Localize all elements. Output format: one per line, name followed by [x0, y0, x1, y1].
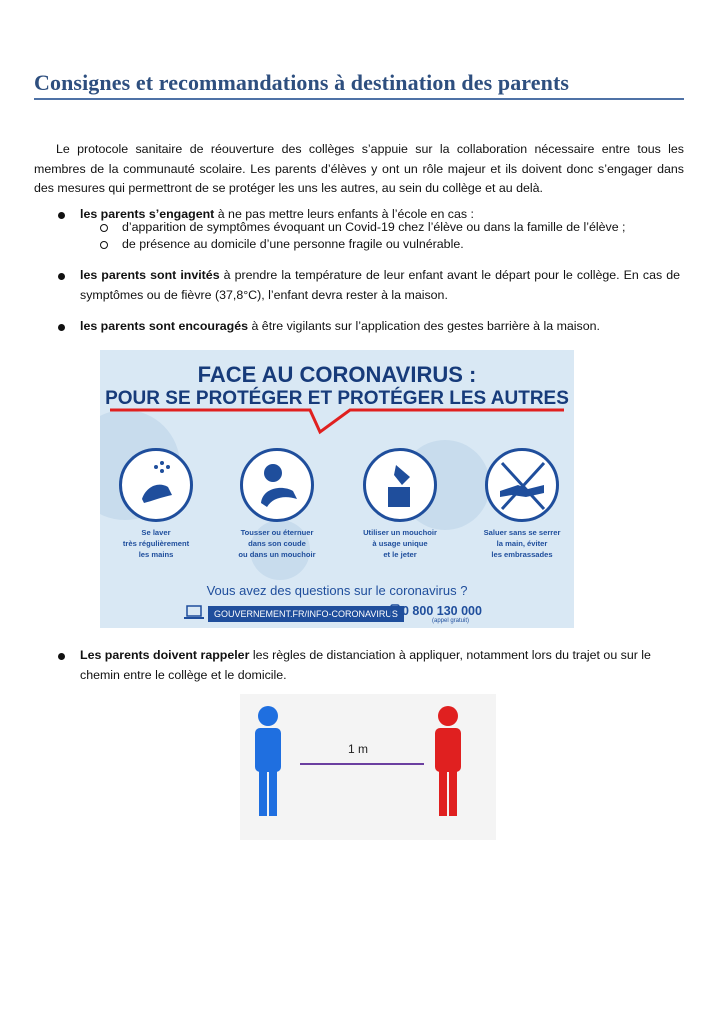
bullet-text: les règles de distanciation à appliquer, notamment lors du trajet ou sur le chemin entre le collège et le domicile.	[80, 648, 651, 682]
sub-item	[100, 235, 464, 255]
distance-illustration	[240, 694, 496, 840]
bullet-text: à ne pas mettre leurs enfants à l’école en cas :	[214, 207, 474, 221]
bullet-dot	[58, 273, 65, 280]
tissue-bin-icon	[363, 448, 437, 522]
poster-heading-1: FACE AU CORONAVIRUS :	[197, 362, 477, 387]
bullet-dot	[58, 653, 65, 660]
laptop-icon	[184, 605, 204, 621]
page-title: Consignes et recommandations à destination des parents	[34, 70, 570, 95]
caption-tissue: Utiliser un mouchoir à usage unique et le jeter	[363, 528, 437, 559]
right-person-icon	[435, 706, 461, 816]
bullet-text: à être vigilants sur l’application des gestes barrière à la maison.	[248, 319, 600, 333]
bullet-item	[58, 646, 670, 685]
intro-text: Le protocole sanitaire de réouverture des collèges s’appuie sur la collaboration nécessaire entre tous les membres de la communauté scolaire. Les parents d’élèves y ont un rôle majeur et ils doivent donc s’engager dans des mesures qui permettront de se protéger les uns les autres, au sein du collège et au delà.	[34, 142, 684, 195]
poster-phone: 0 800 130 000	[402, 604, 482, 618]
bullet-text: à prendre la température de leur enfant avant le départ pour le collège. En cas de symptômes ou de fièvre (37,8°C), l’enfant devra rester à la maison.	[80, 268, 680, 302]
bullet-bold: Les parents doivent rappeler	[80, 648, 250, 662]
bullet-dot	[58, 324, 65, 331]
no-handshake-icon	[485, 448, 559, 522]
caption-handwash: Se laver très régulièrement les mains	[122, 528, 190, 559]
coronavirus-poster	[100, 350, 574, 628]
caption-cough: Tousser ou éternuer dans son coude ou dans un mouchoir	[238, 528, 316, 559]
sub-bullet-circle	[100, 224, 108, 232]
title-underline	[34, 98, 684, 100]
poster-question: Vous avez des questions sur le coronavirus ?	[206, 583, 468, 598]
poster-url: GOUVERNEMENT.FR/INFO-CORONAVIRUS	[208, 606, 404, 622]
cough-elbow-icon	[240, 448, 314, 522]
caption-handshake: Saluer sans se serrer la main, éviter les embrassades	[483, 528, 561, 559]
bullet-item	[58, 317, 680, 337]
speech-line	[100, 350, 574, 450]
handwash-icon	[119, 448, 193, 522]
distance-label: 1 m	[348, 742, 369, 756]
bullet-bold: les parents sont invités	[80, 268, 220, 282]
sub-item-text: de présence au domicile d’une personne fragile ou vulnérable.	[122, 237, 464, 251]
bullet-dot	[58, 212, 65, 219]
sub-item-text: d’apparition de symptômes évoquant un Covid-19 chez l’élève ou dans la famille de l’élève ;	[122, 220, 626, 234]
left-person-icon	[255, 706, 281, 816]
bullet-item	[58, 266, 680, 305]
bullet-bold: les parents sont encouragés	[80, 319, 249, 333]
intro-paragraph	[34, 140, 684, 199]
sub-bullet-circle	[100, 241, 108, 249]
poster-phone-note: (appel gratuit)	[432, 618, 470, 624]
poster-heading-2: POUR SE PROTÉGER ET PROTÉGER LES AUTRES	[105, 388, 569, 409]
phone-icon	[390, 604, 400, 622]
bullet-bold: les parents s’engagent	[80, 207, 215, 221]
